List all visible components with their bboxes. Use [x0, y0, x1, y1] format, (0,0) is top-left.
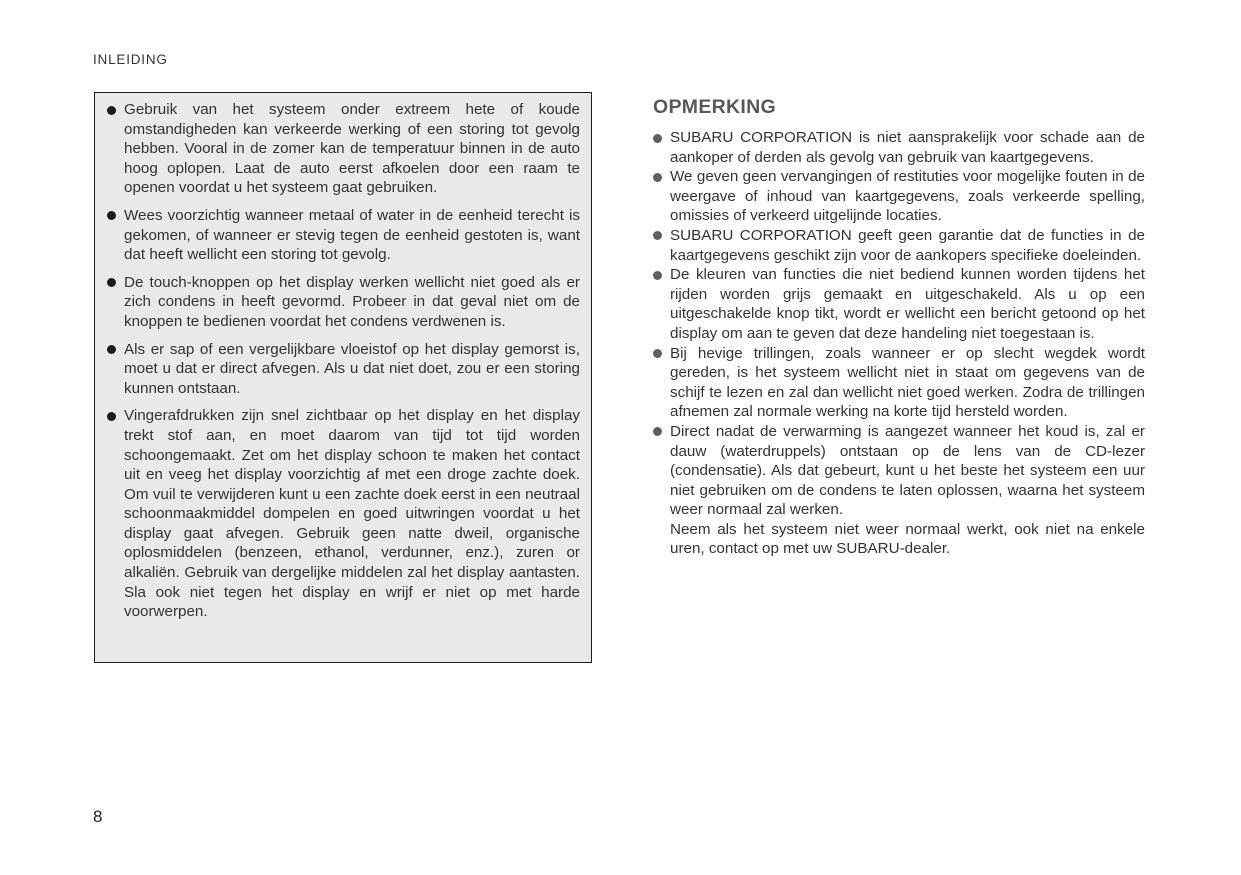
caution-box: [94, 92, 592, 663]
bullet-icon: [107, 278, 116, 287]
bullet-icon: [653, 427, 662, 436]
note-item: [653, 265, 1145, 343]
note-item-text: Bij hevige trillingen, zoals wanneer er op slecht wegdek wordt gereden, is het systeem wellicht niet in staat om gegevens van de schijf te lezen en zal dan wellicht niet goed werken. Zodra de trillingen afnemen zal normale werking na korte tijd hersteld worden.: [670, 344, 1145, 421]
caution-item: [107, 206, 580, 265]
running-header: INLEIDING: [93, 52, 168, 67]
note-item-text: SUBARU CORPORATION is niet aansprakelijk voor schade aan de aankoper of derden als gevolg van gebruik van kaartgegevens.: [670, 129, 1145, 166]
bullet-icon: [653, 271, 662, 280]
note-item: [653, 422, 1145, 520]
bullet-icon: [107, 106, 116, 115]
note-item: [653, 167, 1145, 226]
note-item-text: We geven geen vervangingen of restituties voor mogelijke fouten in de weergave of inhoud van kaartgegevens, zoals verkeerde spelling, omissies of verkeerd uitgelijnde locaties.: [670, 168, 1145, 225]
caution-item: [107, 273, 580, 332]
caution-item-text: Wees voorzichtig wanneer metaal of water in de eenheid terecht is gekomen, of wanneer er stevig tegen de eenheid gestoten is, want dat heeft wellicht een storing tot gevolg.: [124, 206, 580, 264]
bullet-icon: [653, 134, 662, 143]
caution-item: [107, 100, 580, 198]
bullet-icon: [653, 349, 662, 358]
note-item-text: De kleuren van functies die niet bediend kunnen worden tijdens het rijden worden grijs gemaakt en uitgeschakeld. Als u op een uitgeschakelde knop tikt, wordt er wellicht een bericht getoond op het display om aan te geven dat deze handeling niet toegestaan is.: [670, 266, 1145, 342]
caution-item-text: Vingerafdrukken zijn snel zichtbaar op het display en het display trekt stof aan, en moet daarom van tijd tot tijd worden schoongemaakt. Zet om het display schoon te maken het contact uit en veeg het display voorzichtig af met een droge zachte doek. Om vuil te verwijderen kunt u een zachte doek eerst in een neutraal schoonmaakmiddel dompelen en goed uitwringen voordat u het display gaat afvegen. Gebruik geen natte dweil, organische oplosmiddelen (benzeen, ethanol, verdunner, enz.), zuren or alkaliën. Gebruik van dergelijke middelen zal het display aantasten. Sla ook niet tegen het display en wrijf er niet op met harde voorwerpen.: [124, 407, 580, 621]
bullet-icon: [107, 211, 116, 220]
note-item-text: SUBARU CORPORATION geeft geen garantie dat de functies in de kaartgegevens geschikt zijn voor de aankopers specifieke doeleinden.: [670, 226, 1145, 264]
caution-item-text: De touch-knoppen op het display werken wellicht niet goed als er zich condens in heeft gevormd. Probeer in dat geval niet om de knoppen te bedienen voordat het condens verdwenen is.: [124, 273, 580, 330]
note-section: [653, 96, 1145, 559]
note-heading: OPMERKING: [653, 96, 776, 118]
page-number: 8: [93, 807, 103, 826]
note-item: [653, 128, 1145, 167]
note-continuation-text: Neem als het systeem niet weer normaal werkt, ook niet na enkele uren, contact op met uw SUBARU-dealer.: [670, 520, 1145, 558]
caution-item: [107, 340, 580, 399]
caution-item-text: Gebruik van het systeem onder extreem hete of koude omstandigheden kan verkeerde werking of een storing tot gevolg hebben. Vooral in de zomer kan de temperatuur binnen in de auto hoog oplopen. Laat de auto eerst afkoelen door een raam te openen voordat u het systeem gaat gebruiken.: [124, 101, 580, 197]
bullet-icon: [107, 412, 116, 421]
bullet-icon: [653, 173, 662, 182]
caution-item-text: Als er sap of een vergelijkbare vloeistof op het display gemorst is, moet u dat er direct afvegen. Als u dat niet doet, zou er een storing kunnen ontstaan.: [124, 340, 580, 397]
caution-item: [107, 406, 580, 622]
note-item: [653, 226, 1145, 265]
note-item: [653, 344, 1145, 422]
bullet-icon: [653, 231, 662, 240]
note-item-text: Direct nadat de verwarming is aangezet wanneer het koud is, zal er dauw (waterdruppels) ontstaan op de lens van de CD-lezer (condensatie). Als dat gebeurt, kunt u het beste het systeem een uur niet gebruiken om de condens te laten oplossen, waarna het systeem weer normaal zal werken.: [670, 422, 1145, 519]
bullet-icon: [107, 345, 116, 354]
